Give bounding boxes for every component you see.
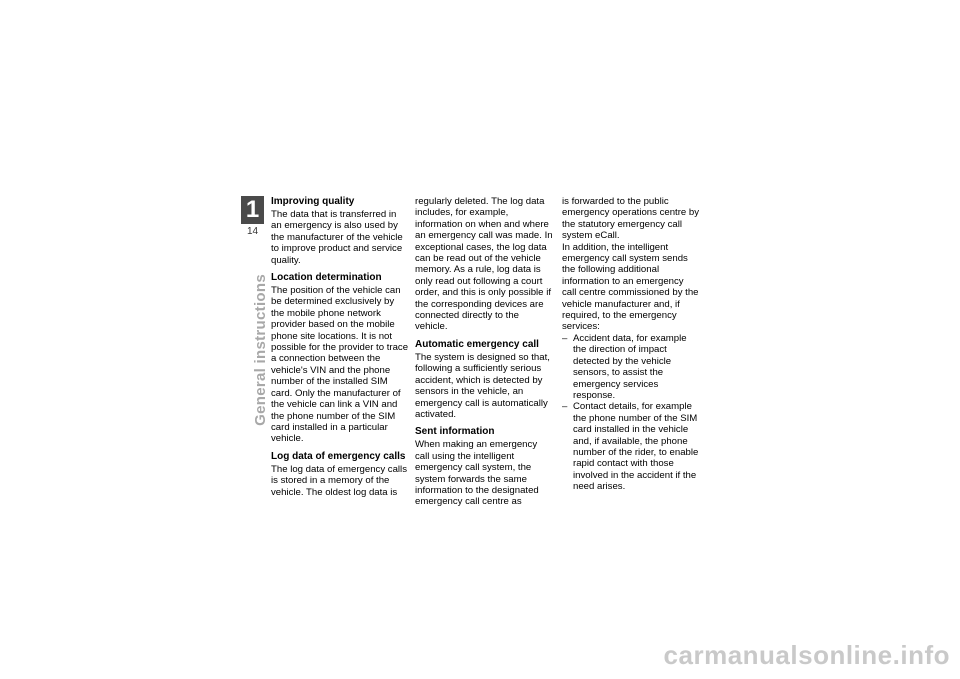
heading-sent-information: Sent information [415,426,495,438]
paragraph-sent-information-part1: When making an emergency call using the intelligent emergency call system, the system forwards the same information to the designated emergency call centre as [415,439,539,508]
page-number: 14 [246,226,259,237]
heading-log-data: Log data of emergency calls [271,450,406,462]
chapter-number-tab: 1 [241,196,264,224]
paragraph-improving-quality: The data that is transferred in an emergency is also used by the manufacturer of the vehicle to improve product and service quality. [271,209,403,266]
heading-location-determination: Location determination [271,272,382,284]
paragraph-location-determination: The position of the vehicle can be determined exclusively by the mobile phone network provider based on the mobile phone site locations. It is not possible for the provider to trace a connection between the vehicle's VIN and the phone number of the installed SIM card. Only the manufacturer of the vehicle can link a VIN and the phone number of the SIM card installed in a particular vehicle. [271,285,409,445]
paragraph-sent-information-part2: is forwarded to the public emergency operations centre by the statutory emergency call system eCall. [562,196,700,242]
paragraph-sent-information-part3: In addition, the intelligent emergency call system sends the following additional information to an emergency call centre commissioned by the vehicle manufacturer and, if required, to the emergency services: [562,241,699,333]
text-column-3 [562,196,700,493]
bullet-item-accident-data: – Accident data, for example the direction of impact detected by the vehicle sensors, to assist the emergency services response. [562,333,700,401]
bullet-item-contact-details: – Contact details, for example the phone number of the SIM card installed in the vehicle and, if available, the phone number of the rider, to enable rapid contact with those involved in the accident if the need arises. [562,401,700,492]
side-title-container [238,274,269,434]
paragraph-log-data-part2: regularly deleted. The log data includes, for example, information on when and where an emergency call was made. In exceptional cases, the log data can be read out of the vehicle memory. As a rule, log data is only read out following a court order, and this is only possible if the corresponding devices are connected directly to the vehicle. [415,196,553,333]
text-column-1 [271,196,409,504]
watermark: carmanualsonline.info [663,640,950,670]
paragraph-log-data-part1: The log data of emergency calls is stored in a memory of the vehicle. The oldest log data is [271,463,407,498]
heading-improving-quality: Improving quality [271,196,355,207]
bullet-list [562,333,700,493]
chapter-side-title: General instructions [252,274,269,426]
heading-automatic-call: Automatic emergency call [415,338,539,350]
text-column-2 [415,196,553,514]
paragraph-automatic-call: The system is designed so that, following a sufficiently serious accident, which is detected by sensors in the vehicle, an emergency call is automatically activated. [415,351,550,420]
